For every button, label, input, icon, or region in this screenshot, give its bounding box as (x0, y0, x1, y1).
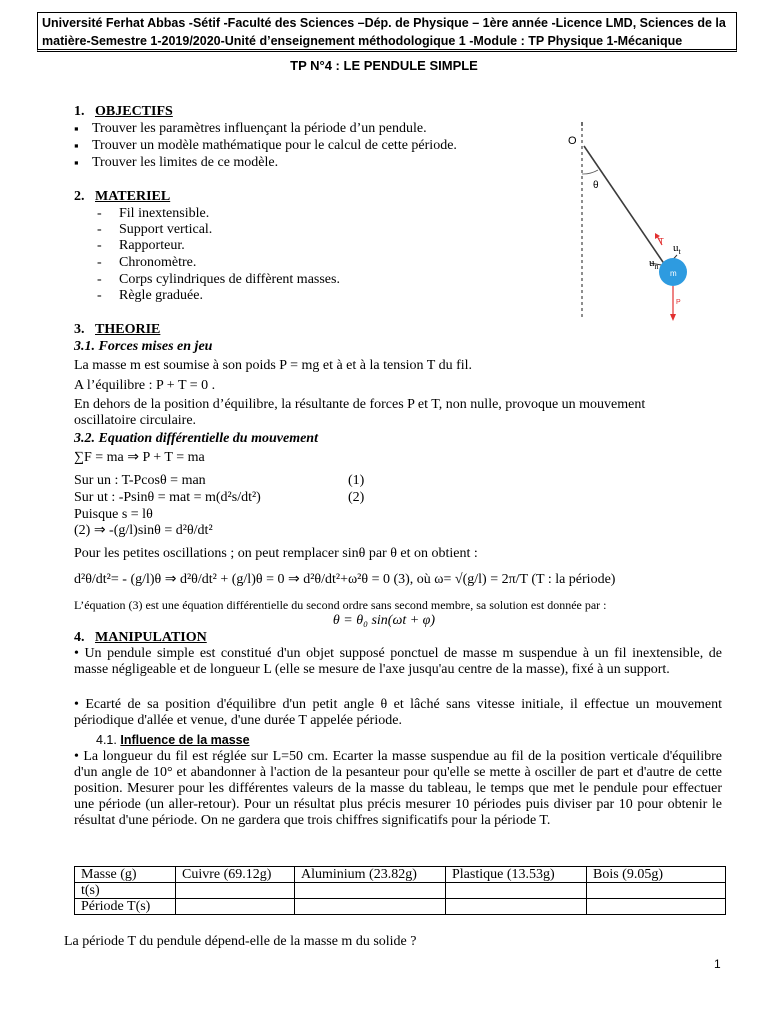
header-line-1: Université Ferhat Abbas -Sétif -Faculté des Sciences –Dép. de Physique – 1ère année -Licence LMD, Sciences de la (42, 16, 726, 30)
objectif-item: ▪ Trouver les limites de ce modèle. (92, 155, 278, 171)
un-label: $u_n$ (649, 257, 659, 271)
table-row-label: t(s) (75, 883, 176, 899)
table-header-cell: Plastique (13.53g) (446, 867, 587, 883)
theorie-line: En dehors de la position d’équilibre, la résultante de forces P et T, non nulle, provoque un mouvement (74, 397, 646, 412)
objectif-item: ▪ Trouver un modèle mathématique pour le calcul de cette période. (92, 138, 457, 154)
subsection-number: 4.1. (96, 733, 117, 747)
section-title: OBJECTIFS (95, 104, 173, 119)
document-header (37, 12, 737, 52)
section-materiel-heading (74, 189, 170, 205)
table-cell[interactable] (176, 883, 295, 899)
pendulum-rope (584, 146, 667, 268)
pendulum-diagram (560, 118, 700, 328)
section-theorie-heading (74, 322, 160, 338)
table-row-label: Période T(s) (75, 899, 176, 915)
m-label: m (670, 269, 677, 278)
subsection-influence-masse (96, 732, 250, 748)
theta-arc (582, 170, 598, 174)
section-title: MATERIEL (95, 189, 171, 204)
mass-table (74, 866, 726, 915)
materiel-item: - Corps cylindriques de diffèrent masses. (119, 272, 340, 288)
table-header-cell: Bois (9.05g) (587, 867, 726, 883)
table-cell[interactable] (295, 899, 446, 915)
table-header-row (75, 867, 726, 883)
theorie-note: L’équation (3) est une équation différentielle du second ordre sans second membre, sa solution est donnée par : (74, 598, 607, 612)
theorie-line: Pour les petites oscillations ; on peut remplacer sinθ par θ et on obtient : (74, 546, 478, 561)
table-row (75, 883, 726, 899)
table-header-cell: Cuivre (69.12g) (176, 867, 295, 883)
theta-label: θ (593, 180, 599, 191)
table-row (75, 899, 726, 915)
o-label: O (568, 135, 577, 147)
theorie-line: ∑F = ma ⇒ P + T = ma (74, 450, 205, 465)
table-cell[interactable] (176, 899, 295, 915)
section-number: 2. (74, 189, 85, 204)
table-cell[interactable] (446, 899, 587, 915)
section-manipulation-heading (74, 630, 207, 646)
theorie-line: Puisque s = lθ (74, 507, 153, 522)
table-cell[interactable] (446, 883, 587, 899)
weight-arrowhead (670, 314, 676, 321)
materiel-item: - Rapporteur. (119, 238, 185, 254)
section-number: 4. (74, 630, 85, 645)
manipulation-paragraph: • La longueur du fil est réglée sur L=50 cm. Ecarter la masse suspendue au fil de la position verticale d'équilibre d'un angle de 10° et abandonner à l'action de la pesanteur pour qu'elle se mette à osciller de part et d'autre de cette position. Mesurer pour les différentes valeurs de la masse du tableau, le temps que met le pendule pour effectuer une période (un aller-retour). Pour un résultat plus précis mesurer 10 périodes puis diviser par 10 pour obtenir le résultat d'une période. On ne gardera que trois chiffres significatifs pour la période T. (74, 749, 722, 828)
section-number: 1. (74, 104, 85, 119)
table-header-cell: Masse (g) (75, 867, 176, 883)
section-title: THEORIE (95, 322, 161, 337)
objectif-item: ▪ Trouver les paramètres influençant la période d’un pendule. (92, 121, 427, 137)
materiel-item: - Support vertical. (119, 222, 212, 238)
section-objectifs-heading (74, 104, 173, 120)
section-title: MANIPULATION (95, 630, 207, 645)
materiel-item: - Chronomètre. (119, 255, 196, 271)
subsection-forces: 3.1. Forces mises en jeu (74, 339, 213, 354)
page-number: 1 (714, 957, 721, 971)
table-cell[interactable] (295, 883, 446, 899)
ut-label: $u_t$ (673, 242, 681, 256)
equation-1-number: (1) (348, 473, 365, 488)
manipulation-paragraph: • Ecarté de sa position d'équilibre d'un petit angle θ et lâché sans vitesse initiale, il effectue un mouvement périodique d'allée et venue, d'une durée T appelée période. (74, 697, 722, 728)
manipulation-paragraph: • Un pendule simple est constitué d'un objet supposé ponctuel de masse m suspendue à un fil inextensible, de masse négligeable et de longueur L (elle se mesure de l'axe jusqu'au centre de la masse), fixé à un support. (74, 646, 722, 677)
p-label: P (676, 299, 681, 306)
header-line-2: matière-Semestre 1-2019/2020-Unité d’enseignement méthodologique 1 -Module : TP Physique 1-Mécanique (42, 34, 683, 48)
theorie-line: oscillatoire circulaire. (74, 413, 197, 428)
equation-2-number: (2) (348, 490, 365, 505)
table-cell[interactable] (587, 899, 726, 915)
theorie-line: (2) ⇒ -(g/l)sinθ = d²θ/dt² (74, 523, 213, 538)
section-number: 3. (74, 322, 85, 337)
theorie-line: A l’équilibre : P + T = 0 . (74, 378, 216, 393)
equation-1: Sur un : T-Pcosθ = man (74, 473, 206, 488)
theorie-equation: d²θ/dt²= - (g/l)θ ⇒ d²θ/dt² + (g/l)θ = 0 ⇒ d²θ/dt²+ω²θ = 0 (3), où ω= √(g/l) = 2π/T (T : la période) (74, 572, 616, 587)
theorie-line: La masse m est soumise à son poids P = mg et à et à la tension T du fil. (74, 358, 473, 373)
page-title: TP N°4 : LE PENDULE SIMPLE (290, 58, 478, 73)
table-header-cell: Aluminium (23.82g) (295, 867, 446, 883)
t-label: T (659, 237, 664, 246)
subsection-equation: 3.2. Equation différentielle du mouvement (74, 431, 318, 446)
materiel-item: - Fil inextensible. (119, 206, 209, 222)
question-text: La période T du pendule dépend-elle de la masse m du solide ? (64, 934, 417, 949)
solution-equation: θ = θ₀ sin(ωt + φ) (332, 613, 436, 628)
subsection-title: Influence de la masse (120, 733, 250, 747)
materiel-item: - Règle graduée. (119, 288, 203, 304)
table-cell[interactable] (587, 883, 726, 899)
equation-2: Sur ut : -Psinθ = mat = m(d²s/dt²) (74, 490, 261, 505)
